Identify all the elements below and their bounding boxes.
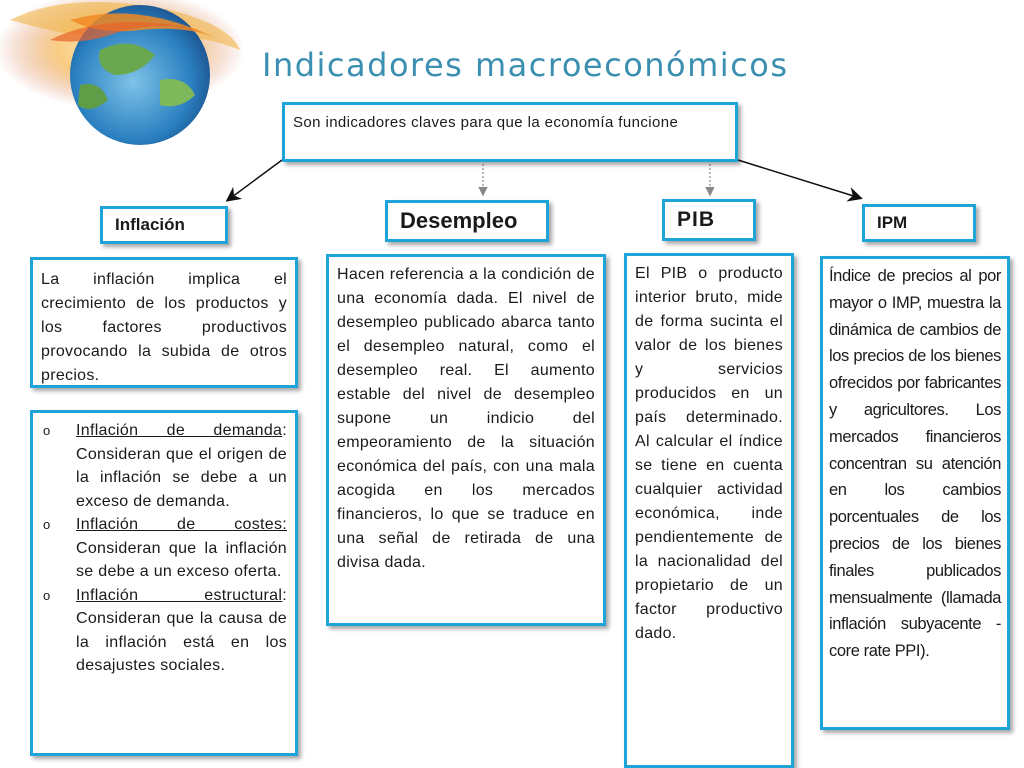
inflacion-heading-box — [100, 206, 228, 244]
inflacion-types-box — [30, 410, 298, 756]
inflacion-type-suffix: : — [282, 586, 287, 604]
inflacion-type-term: Inflación de demanda — [76, 422, 283, 439]
inflacion-type-text: Consideran que la causa de la inflación está en los desajustes sociales. — [76, 610, 287, 674]
desempleo-heading-box — [385, 200, 549, 242]
ipm-description: Índice de precios al por mayor o IMP, muestra la dinámica de cambios de los precios de los bienes ofrecidos por fabricantes y agricultores. Los mercados financieros concentran su atención en los cambios porcentuales de los precios de los bienes finales publicados mensualmente (llamada inflación subyacente - core rate PPI). — [829, 267, 1001, 661]
arrow-to-inflacion — [228, 160, 282, 200]
page-title: Indicadores macroeconómicos — [262, 46, 789, 84]
root-concept-text: Son indicadores claves para que la economía funcione — [293, 114, 679, 131]
root-concept-box — [282, 102, 738, 162]
desempleo-description-box — [326, 254, 606, 626]
desempleo-heading: Desempleo — [400, 208, 518, 233]
list-item — [41, 419, 287, 513]
bullet-icon: o — [43, 517, 51, 532]
pib-description-box — [624, 253, 794, 768]
inflacion-description-box — [30, 257, 298, 388]
inflacion-description: La inflación implica el crecimiento de los productos y los factores productivos provocando la subida de otros precios. — [41, 271, 287, 384]
desempleo-description: Hacen referencia a la condición de una economía dada. El nivel de desempleo publicado abarca tanto el desempleo natural, como el desempleo real. El aumento estable del nivel de desempleo supone un indicio del empeoramiento de la situación económica del país, con una mala acogida en los mercados financieros, lo que se traduce en una señal de retirada de una divisa dada. — [337, 266, 595, 571]
pib-heading: PIB — [677, 208, 716, 231]
inflacion-type-text: Consideran que la inflación se debe a un exceso oferta. — [76, 539, 287, 580]
pib-description: El PIB o producto interior bruto, mide de forma sucinta el valor de los bienes y servicios producidos en un país determinado. Al calcular el índice se tiene en cuenta cualquier actividad económica, inde pendientemente de la nacionalidad del propietario de un factor productivo dado. — [635, 265, 783, 642]
inflacion-type-suffix: : — [282, 422, 287, 439]
list-item — [41, 584, 287, 678]
bullet-icon: o — [43, 423, 51, 438]
inflacion-type-term: Inflación estructural — [76, 586, 283, 604]
ipm-heading-box — [862, 204, 976, 242]
inflacion-types-list — [41, 419, 287, 678]
arrow-to-ipm — [738, 160, 860, 198]
ipm-heading: IPM — [877, 213, 908, 232]
globe-illustration — [0, 0, 260, 150]
inflacion-type-term: Inflación de costes: — [76, 516, 287, 533]
inflacion-heading: Inflación — [115, 215, 185, 234]
ipm-description-box — [820, 256, 1010, 730]
inflacion-type-text: Consideran que el origen de la inflación se debe a un exceso de demanda. — [76, 445, 287, 510]
list-item — [41, 513, 287, 584]
bullet-icon: o — [43, 587, 51, 603]
pib-heading-box — [662, 199, 756, 241]
